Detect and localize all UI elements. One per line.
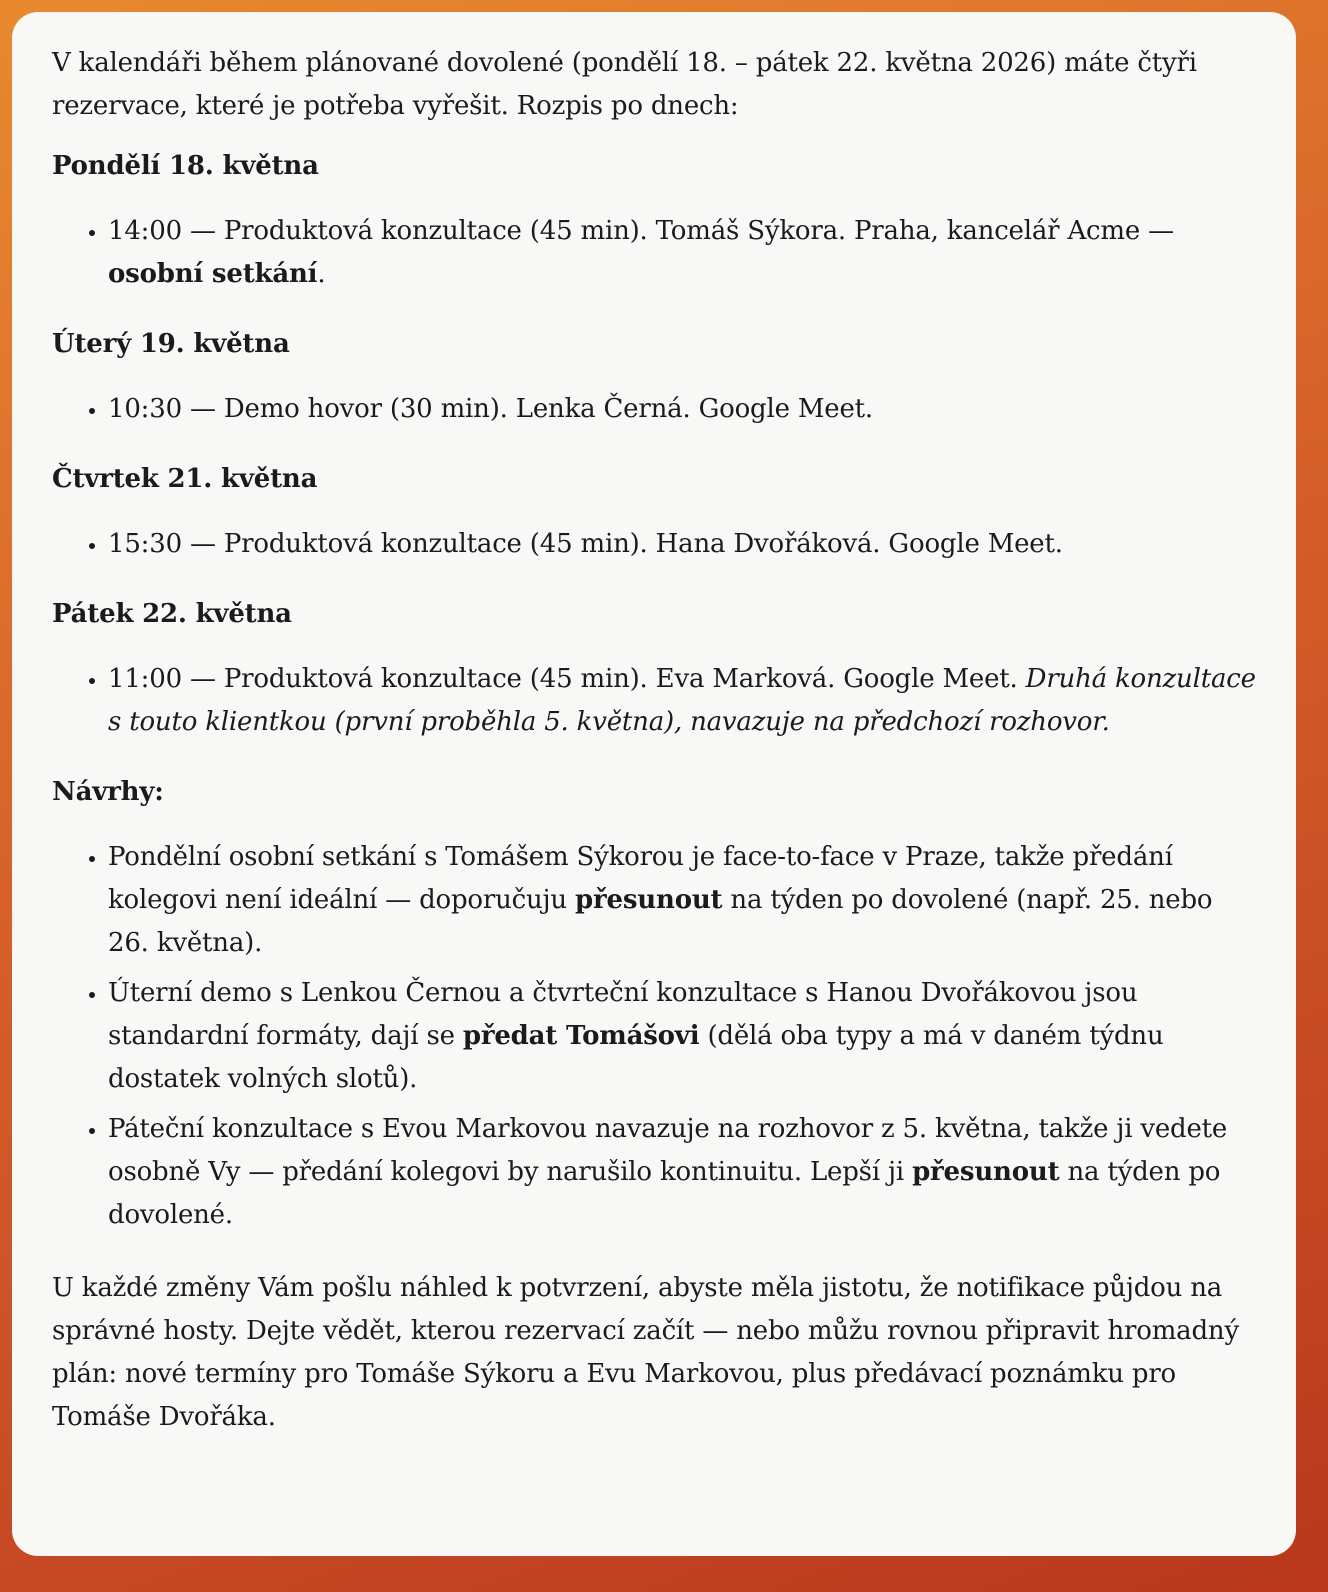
friday-bookings [52,658,1256,744]
day-heading-friday: Pátek 22. května [52,599,292,629]
suggestion-item [108,836,1256,965]
booking-bold: osobní setkání [108,259,318,289]
intro-text: V kalendáři během plánované dovolené (pondělí 18. – pátek 22. května 2026) máte čtyři rezervace, které je potřeba vyřešit. Rozpis po dnech: [52,48,1197,121]
suggestion-item [108,972,1256,1101]
suggestion-action: přesunout [912,1157,1060,1187]
day-heading-monday: Pondělí 18. května [52,151,319,181]
suggestion-action: přesunout [575,885,723,915]
day-heading-tuesday: Úterý 19. května [52,329,290,359]
day-heading-thursday: Čtvrtek 21. května [52,464,318,494]
booking-tail: . [317,259,326,289]
booking-item-friday [108,658,1256,744]
booking-item-tuesday [108,388,1256,431]
booking-note: Druhá konzultace s touto klientkou (první proběhla 5. května), navazuje na předchozí rozhovor. [108,664,1256,737]
message-card [12,12,1296,1556]
suggestion-text: Úterní demo s Lenkou Černou a čtvrteční konzultace s Hanou Dvořákovou jsou standardní formáty, dají se [108,978,1138,1051]
booking-text: 14:00 — Produktová konzultace (45 min). Tomáš Sýkora. Praha, kancelář Acme — [108,216,1174,246]
suggestion-action: předat Tomášovi [462,1021,700,1051]
booking-text: 11:00 — Produktová konzultace (45 min). Eva Marková. Google Meet. [108,664,1026,694]
suggestion-text: Páteční konzultace s Evou Markovou navazuje na rozhovor z 5. května, takže ji vedete osobně Vy — předání kolegovi by narušilo kontinuitu. Lepší ji [108,1114,1228,1187]
closing-text: U každé změny Vám pošlu náhled k potvrzení, abyste měla jistotu, že notifikace půjdou na správné hosty. Dejte vědět, kterou rezervací začít — nebo můžu rovnou připravit hromadný plán: nové termíny pro Tomáše Sýkoru a Evu Markovou, plus předávací poznámku pro Tomáše Dvořáka. [52,1273,1239,1432]
suggestion-text: (dělá oba typy a má v daném týdnu dostatek volných slotů). [108,1021,1164,1094]
suggestion-text: na týden po dovolené. [108,1157,1221,1230]
booking-item-monday [108,210,1256,296]
suggestion-item [108,1108,1256,1237]
monday-bookings [52,210,1256,296]
booking-text: 10:30 — Demo hovor (30 min). Lenka Černá. Google Meet. [108,394,873,424]
suggestions-heading: Návrhy: [52,777,164,807]
booking-item-thursday [108,523,1256,566]
thursday-bookings [52,523,1256,566]
suggestions-list [52,836,1256,1237]
booking-text: 15:30 — Produktová konzultace (45 min). Hana Dvořáková. Google Meet. [108,529,1063,559]
suggestion-text: Pondělní osobní setkání s Tomášem Sýkorou je face-to-face v Praze, takže předání kolegovi není ideální — doporučuju [108,842,1173,915]
tuesday-bookings [52,388,1256,431]
suggestion-text: na týden po dovolené (např. 25. nebo 26. května). [108,885,1213,958]
